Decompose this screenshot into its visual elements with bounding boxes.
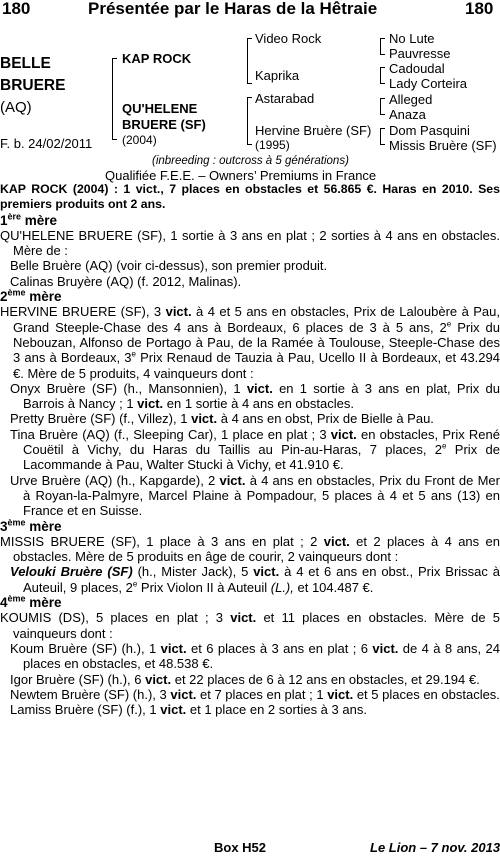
sire-sire: Video Rock — [255, 31, 322, 46]
pedigree-bracket-sire — [247, 38, 252, 84]
gen3-5: Alleged — [389, 92, 433, 107]
sire-dam: Kaprika — [255, 68, 300, 83]
dam-name-line1: QU'HELENE — [122, 101, 198, 116]
dam-3-produce-velouki: Velouki Bruère (SF) (h., Mister Jack), 5 vict. à 4 et 6 ans en obst., Prix Brissac à Auteuil, 9 places, 2e Prix Violon II à Auteuil (L.), et 104.487 €. — [10, 564, 500, 595]
dam-sire: Astarabad — [255, 91, 315, 106]
inbreeding-note: (inbreeding : outcross à 5 générations) — [152, 155, 349, 167]
horse-name-line2: BRUERE — [0, 77, 66, 94]
gen3-8: Missis Bruère (SF) — [389, 138, 497, 153]
sire-note: KAP ROCK (2004) : 1 vict., 7 places en obstacles et 56.865 €. Haras en 2010. Ses premiers produits ont 2 ans. — [0, 182, 500, 212]
dam-name-line2: BRUERE (SF) — [122, 117, 206, 132]
dam-3-record: MISSIS BRUERE (SF), 1 place à 3 ans en plat ; 2 vict. et 2 places à 4 ans en obstacles. Mère de 5 produits en âge de courir, 2 vainqueurs dont : — [0, 533, 500, 565]
qualification-note: Qualifiée F.E.E. – Owners’ Premiums in France — [105, 168, 377, 183]
dam-4-produce-newtem: Newtem Bruère (SF) (h.), 3 vict. et 7 places en plat ; 1 vict. et 5 places en obstacles. — [10, 686, 500, 702]
section-4eme-mere: 4ème mère — [0, 593, 62, 611]
dam-2-produce-tina: Tina Bruère (AQ) (f., Sleeping Car), 1 place en plat ; 3 vict. en obstacles, Prix René Couëtil à Vichy, du Haras du Taillis au Pin-au-Haras, 7 places, 2e Prix de Lacommande à Pau, Walter Stucki à Vichy, et 41.910 €. — [10, 426, 500, 473]
section-2eme-mere: 2ème mère — [0, 287, 62, 305]
gen3-4: Lady Corteira — [389, 76, 468, 91]
pedigree-bracket-g3c — [380, 98, 385, 115]
page-number-left: 180 — [2, 0, 31, 18]
dam-4-produce-igor: Igor Bruère (SF) (h.), 6 vict. et 22 places de 6 à 12 ans en obstacles, et 29.194 €. — [10, 671, 480, 687]
gen3-7: Dom Pasquini — [389, 123, 470, 138]
pedigree-bracket-g3d — [380, 128, 385, 145]
section-3eme-mere: 3ème mère — [0, 517, 62, 534]
dam-2-produce-pretty: Pretty Bruère (SF) (f., Villez), 1 vict. à 4 ans en obst, Prix de Bielle à Pau. — [10, 411, 434, 427]
horse-origin: (AQ) — [0, 99, 32, 116]
dam-2-record: HERVINE BRUERE (SF), 3 vict. à 4 et 5 ans en obstacles, Prix de Laloubère à Pau, Grand Steeple-Chase des 4 ans à Bordeaux, 6 places de 3 à 5 ans, 2e Prix du Nebouzan, Alfonso de Portago à Pau, de la Ramée à Toulouse, Steeple-Chase des 3 ans à Bordeaux, 3e Prix Renaud de Tauzia à Pau, Ucello II à Bordeaux, et 43.294 €. Mère de 5 produits, 4 vainqueurs dont : — [0, 304, 500, 381]
gen3-2: Pauvresse — [389, 46, 451, 61]
gen3-6: Anaza — [389, 107, 426, 122]
sire-name: KAP ROCK — [122, 51, 192, 66]
page-title: Présentée par le Haras de la Hêtraie — [88, 0, 378, 18]
dam-1-produce-1: Belle Bruère (AQ) (voir ci-dessus), son premier produit. — [10, 258, 328, 274]
pedigree-bracket-gen1 — [112, 58, 117, 140]
dam-dam-year: (1995) — [255, 138, 290, 152]
pedigree-bracket-g3a — [380, 38, 385, 55]
dam-2-produce-urve: Urve Bruère (AQ) (h., Kapgarde), 2 vict. à 4 ans en obstacles, Prix du Front de Mer à Royan-la-Palmyre, Marcel Plaine à Pompadour, 5 places à 4 et 5 ans (13) en France et en Suisse. — [10, 472, 500, 519]
pedigree-bracket-g3b — [380, 67, 385, 84]
catalog-body — [0, 182, 500, 717]
gen3-1: No Lute — [389, 31, 435, 46]
dam-year: (2004) — [122, 133, 157, 147]
dam-4-produce-koum: Koum Bruère (SF) (h.), 1 vict. et 6 places à 3 ans en plat ; 6 vict. de 4 à 8 ans, 24 places en obstacles, et 48.538 €. — [10, 640, 500, 672]
dam-2-produce-onyx: Onyx Bruère (SF) (h., Mansonnien), 1 vict. en 1 sortie à 3 ans en plat, Prix du Barrois à Nancy ; 1 vict. en 1 sortie à 4 ans en obstacles. — [10, 380, 500, 412]
pedigree-bracket-dam — [247, 97, 252, 145]
dam-1-record: QU'HELENE BRUERE (SF), 1 sortie à 3 ans en plat ; 2 sorties à 4 ans en obstacles. Mère de : — [0, 227, 500, 259]
horse-name-line1: BELLE — [0, 55, 51, 72]
publication-info: Le Lion – 7 nov. 2013 — [370, 840, 500, 855]
dam-1-produce-2: Calinas Bruyère (AQ) (f. 2012, Malinas). — [10, 273, 242, 289]
gen3-3: Cadoudal — [389, 61, 445, 76]
page-number-right: 180 — [465, 0, 494, 18]
dam-dam: Hervine Bruère (SF) — [255, 123, 372, 138]
box-number: Box H52 — [214, 840, 267, 855]
horse-birth: F. b. 24/02/2011 — [0, 136, 93, 151]
dam-4-record: KOUMIS (DS), 5 places en plat ; 3 vict. et 11 places en obstacles. Mère de 5 vainqueurs dont : — [0, 610, 500, 641]
dam-4-produce-lamiss: Lamiss Bruère (SF) (f.), 1 vict. et 1 place en 2 sorties à 3 ans. — [10, 702, 367, 718]
section-1ere-mere: 1ère mère — [0, 211, 58, 228]
